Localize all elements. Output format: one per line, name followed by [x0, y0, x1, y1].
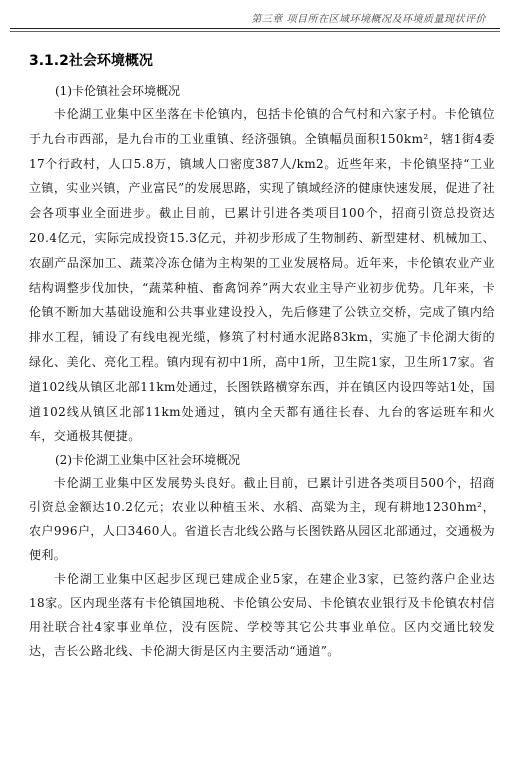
subsection-heading-2: (2)卡伦湖工业集中区社会环境概况	[55, 453, 240, 468]
header-rule	[10, 31, 500, 32]
page-header	[10, 6, 500, 29]
paragraph-kalun-town: 卡伦湖工业集中区坐落在卡伦镇内，包括卡伦镇的合气村和六家子村。卡伦镇位于九台市西部，是九台市的工业重镇、经济强镇。全镇幅员面积150km²，辖1街4委17个行政村，人口5.8万，镇域人口密度387人/km2。近些年来，卡伦镇坚持“工业立镇，实业兴镇，产业富民”的发展思路，实现了镇域经济的健康快速发展，促进了社会各项事业全面进步。截止目前，已累计引进各类项目100个，招商引资总投资达20.4亿元，实际完成投资15.3亿元，并初步形成了生物制药、新型建材、机械加工、农副产品深加工、蔬菜冷冻仓储为主构架的工业发展格局。近年来，卡伦镇农业产业结构调整步伐加快，“蔬菜种植、畜禽饲养”两大农业主导产业初步优势。几年来，卡伦镇不断加大基础设施和公共事业建设投入，先后修建了公铁立交桥，完成了镇内给排水工程，铺设了有线电视光缆，修筑了村村通水泥路83km，实施了卡伦湖大街的绿化、美化、亮化工程。镇内现有初中1所，高中1所，卫生院1家，卫生所17家。省道102线从镇区北部11km处通过，长图铁路横穿东西，并在镇区内设四等站1处，国道102线从镇区北部11km处通过，镇内全天都有通往长春、九台的客运班车和火车，交通极其便捷。	[29, 107, 495, 444]
running-header-text: 第三章 项目所在区域环境概况及环境质量现状评价	[251, 14, 486, 25]
document-body	[29, 50, 495, 663]
paragraph-industrial-zone-development: 卡伦湖工业集中区发展势头良好。截止目前，已累计引进各类项目500个，招商引资总金额达10.2亿元；农业以种植玉米、水稻、高粱为主，现有耕地1230hm²，农户996户，人口3460人。省道长吉北线公路与长图铁路从园区北部通过，交通极为便利。	[29, 476, 495, 563]
paragraph-industrial-zone-enterprises: 卡伦湖工业集中区起步区现已建成企业5家，在建企业3家，已签约落户企业达18家。区内现坐落有卡伦镇国地税、卡伦镇公安局、卡伦镇农业银行及卡伦镇农村信用社联合社4家事业单位，没有医院、学校等其它公共事业单位。区内交通比较发达，吉长公路北线、卡伦湖大街是区内主要活动“通道”。	[29, 572, 495, 659]
subsection-heading-1: (1)卡伦镇社会环境概况	[55, 84, 180, 98]
section-heading: 3.1.2社会环境概况	[29, 53, 153, 69]
